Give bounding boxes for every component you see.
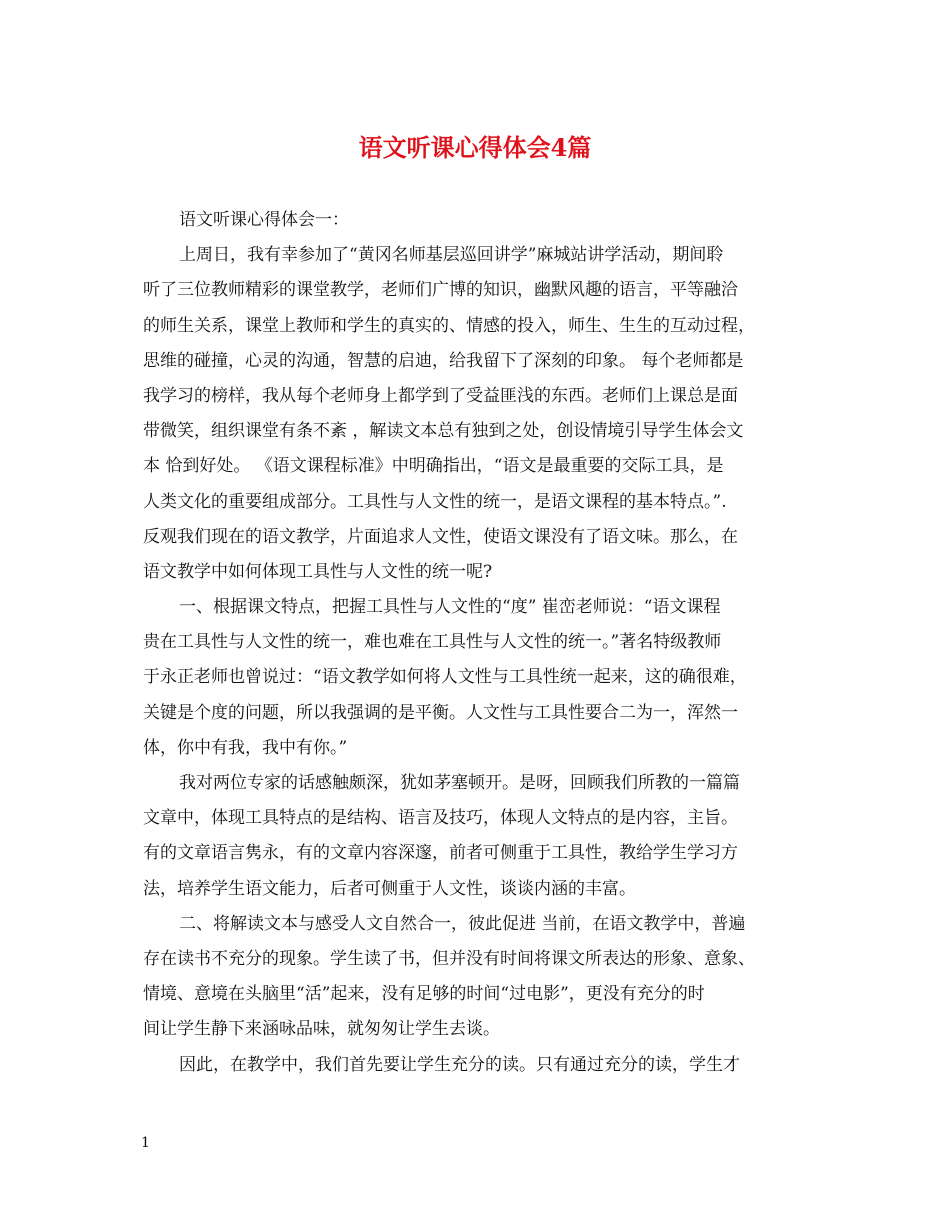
body-line: 因此，在教学中，我们首先要让学生充分的读。只有通过充分的读，学生才 (179, 1054, 740, 1075)
body-line: 的师生关系，课堂上教师和学生的真实的、情感的投入，师生、生生的互动过程， (143, 315, 755, 336)
body-line: 有的文章语言隽永，有的文章内容深邃，前者可侧重于工具性，教给学生学习方 (143, 843, 738, 864)
body-line: 我学习的榜样，我从每个老师身上都学到了受益匪浅的东西。老师们上课总是面 (143, 385, 738, 406)
body-line: 带微笑，组织课堂有条不紊 ，解读文本总有独到之处，创设情境引导学生体会文 (143, 421, 744, 442)
body-line: 关键是个度的问题，所以我强调的是平衡。人文性与工具性要合二为一，浑然一 (143, 702, 738, 723)
body-line: 我对两位专家的话感触颇深，犹如茅塞顿开。是呀，回顾我们所教的一篇篇 (179, 773, 740, 793)
body-line: 贵在工具性与人文性的统一，难也难在工具性与人文性的统一。”著名特级教师 (143, 632, 722, 653)
body-line: 人类文化的重要组成部分。工具性与人文性的统一，是语文课程的基本特点。”. (143, 491, 727, 512)
body-line: 语文教学中如何体现工具性与人文性的统一呢? (143, 561, 493, 582)
body-line: 体，你中有我，我中有你。” (143, 737, 348, 758)
body-line: 听了三位教师精彩的课堂教学，老师们广博的知识，幽默风趣的语言，平等融洽 (143, 280, 738, 301)
body-line: 存在读书不充分的现象。学生读了书，但并没有时间将课文所表达的形象、意象、 (143, 948, 755, 969)
body-line: 情境、意境在头脑里“活”起来，没有足够的时间“过电影”，更没有充分的时 (143, 984, 705, 1005)
document-title: 语文听课心得体会4篇 (358, 133, 592, 162)
body-line: 一、根据课文特点，把握工具性与人文性的“度” 崔峦老师说：“语文课程 (179, 597, 721, 618)
page-number: 1 (141, 1135, 150, 1151)
body-line: 间让学生静下来涵咏品味，就匆匆让学生去谈。 (143, 1019, 500, 1040)
body-line: 上周日，我有幸参加了“黄冈名师基层巡回讲学”麻城站讲学活动，期间聆 (179, 245, 724, 266)
body-line: 思维的碰撞，心灵的沟通，智慧的启迪，给我留下了深刻的印象。 每个老师都是 (143, 350, 744, 371)
body-line: 法，培养学生语文能力，后者可侧重于人文性，谈谈内涵的丰富。 (143, 878, 636, 899)
body-line: 反观我们现在的语文教学，片面追求人文性，使语文课没有了语文味。那么，在 (143, 526, 738, 547)
body-line: 文章中，体现工具特点的是结构、语言及技巧，体现人文特点的是内容，主旨。 (143, 808, 738, 829)
document-body (143, 203, 823, 1083)
body-line: 本 恰到好处。 《语文课程标准》中明确指出，“语文是最重要的交际工具，是 (143, 456, 724, 477)
body-line: 于永正老师也曾说过：“语文教学如何将人文性与工具性统一起来，这的确很难， (143, 667, 747, 688)
body-line: 二、将解读文本与感受人文自然合一，彼此促进 当前，在语文教学中，普遍 (179, 913, 746, 934)
body-line: 语文听课心得体会一： (179, 210, 349, 230)
